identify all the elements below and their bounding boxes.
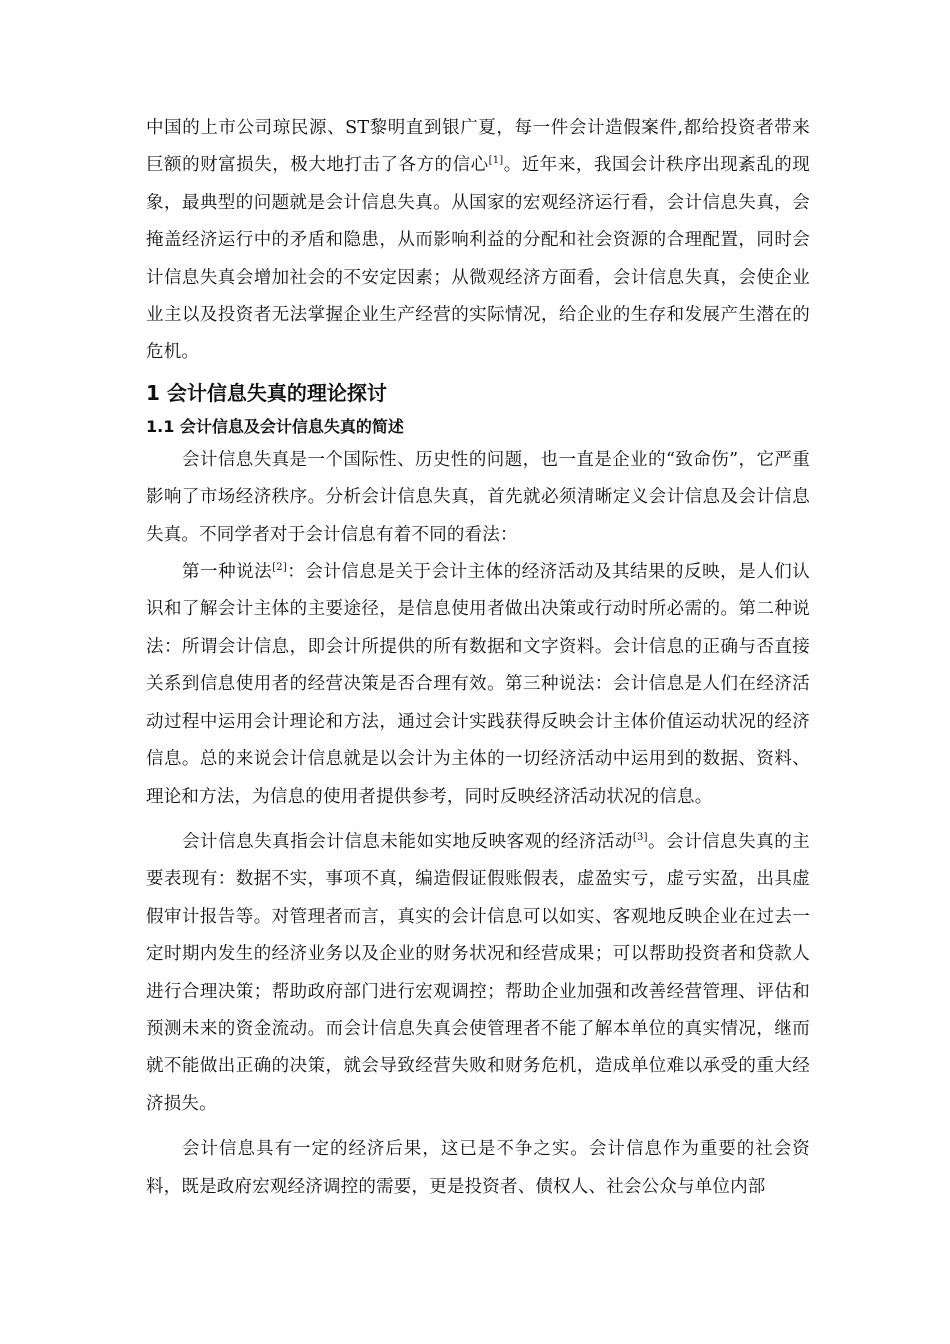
paragraph-text: 中国的上市公司琼民源、ST黎明直到银广夏，每一件会计造假案件,都给投资者带来巨额的财富损失，极大地打击了各方的信心: [146, 118, 810, 176]
section-heading: 1 会计信息失真的理论探讨: [146, 380, 387, 405]
paragraph-text: 第一种说法: [182, 562, 273, 583]
paragraph-definition-intro: 会计信息失真是一个国际性、历史性的问题，也一直是企业的“致命伤”，它严重影响了市场经济秩序。分析会计信息失真，首先就必须清晰定义会计信息及会计信息失真。不同学者对于会计信息有着不同的看法：: [146, 449, 810, 545]
subsection-heading: 1.1 会计信息及会计信息失真的简述: [146, 416, 404, 436]
paragraph-consequences: 会计信息具有一定的经济后果，这已是不争之实。会计信息作为重要的社会资料，既是政府宏观经济调控的需要，更是投资者、债权人、社会公众与单位内部: [146, 1139, 810, 1197]
citation-ref: [1]: [488, 155, 504, 167]
paragraph-text: 会计信息失真指会计信息未能如实地反映客观的经济活动: [182, 831, 633, 852]
paragraph-spacer: [146, 1123, 810, 1131]
citation-ref: [2]: [272, 562, 287, 574]
paragraph-spacer: [146, 816, 810, 824]
citation-ref: [3]: [632, 831, 648, 843]
paragraph-distortion: [146, 824, 810, 1123]
paragraph-text: 。近年来，我国会计秩序出现紊乱的现象，最典型的问题就是会计信息失真。从国家的宏观经济运行看，会计信息失真，会掩盖经济运行中的矛盾和隐患，从而影响利益的分配和社会资源的合理配置，同时会计信息失真会增加社会的不安定因素；从微观经济方面看，会计信息失真，会使企业业主以及投资者无法掌握企业生产经营的实际情况，给企业的生存和发展产生潜在的危机。: [146, 155, 810, 363]
paragraph-text: ：会计信息是关于会计主体的经济活动及其结果的反映，是人们认识和了解会计主体的主要途径，是信息使用者做出决策或行动时所必需的。第二种说法：所谓会计信息，即会计所提供的所有数据和文字资料。会计信息的正确与否直接关系到信息使用者的经营决策是否合理有效。第三种说法：会计信息是人们在经济活动过程中运用会计理论和方法，通过会计实践获得反映会计主体价值运动状况的经济信息。总的来说会计信息就是以会计为主体的一切经济活动中运用到的数据、资料、理论和方法，为信息的使用者提供参考，同时反映经济活动状况的信息。: [146, 562, 810, 807]
paragraph-intro-continuation: [146, 110, 810, 372]
paragraph-text: 。会计信息失真的主要表现有：数据不实，事项不真，编造假证假账假表，虚盈实亏，虚亏实盈，出具虚假审计报告等。对管理者而言，真实的会计信息可以如实、客观地反映企业在过去一定时期内发生的经济业务以及企业的财务状况和经营成果；可以帮助投资者和贷款人进行合理决策；帮助政府部门进行宏观调控；帮助企业加强和改善经营管理、评估和预测未来的资金流动。而会计信息失真会使管理者不能了解本单位的真实情况，继而就不能做出正确的决策，就会导致经营失败和财务危机，造成单位难以承受的重大经济损失。: [146, 831, 810, 1114]
paragraph-definitions: [146, 554, 810, 816]
